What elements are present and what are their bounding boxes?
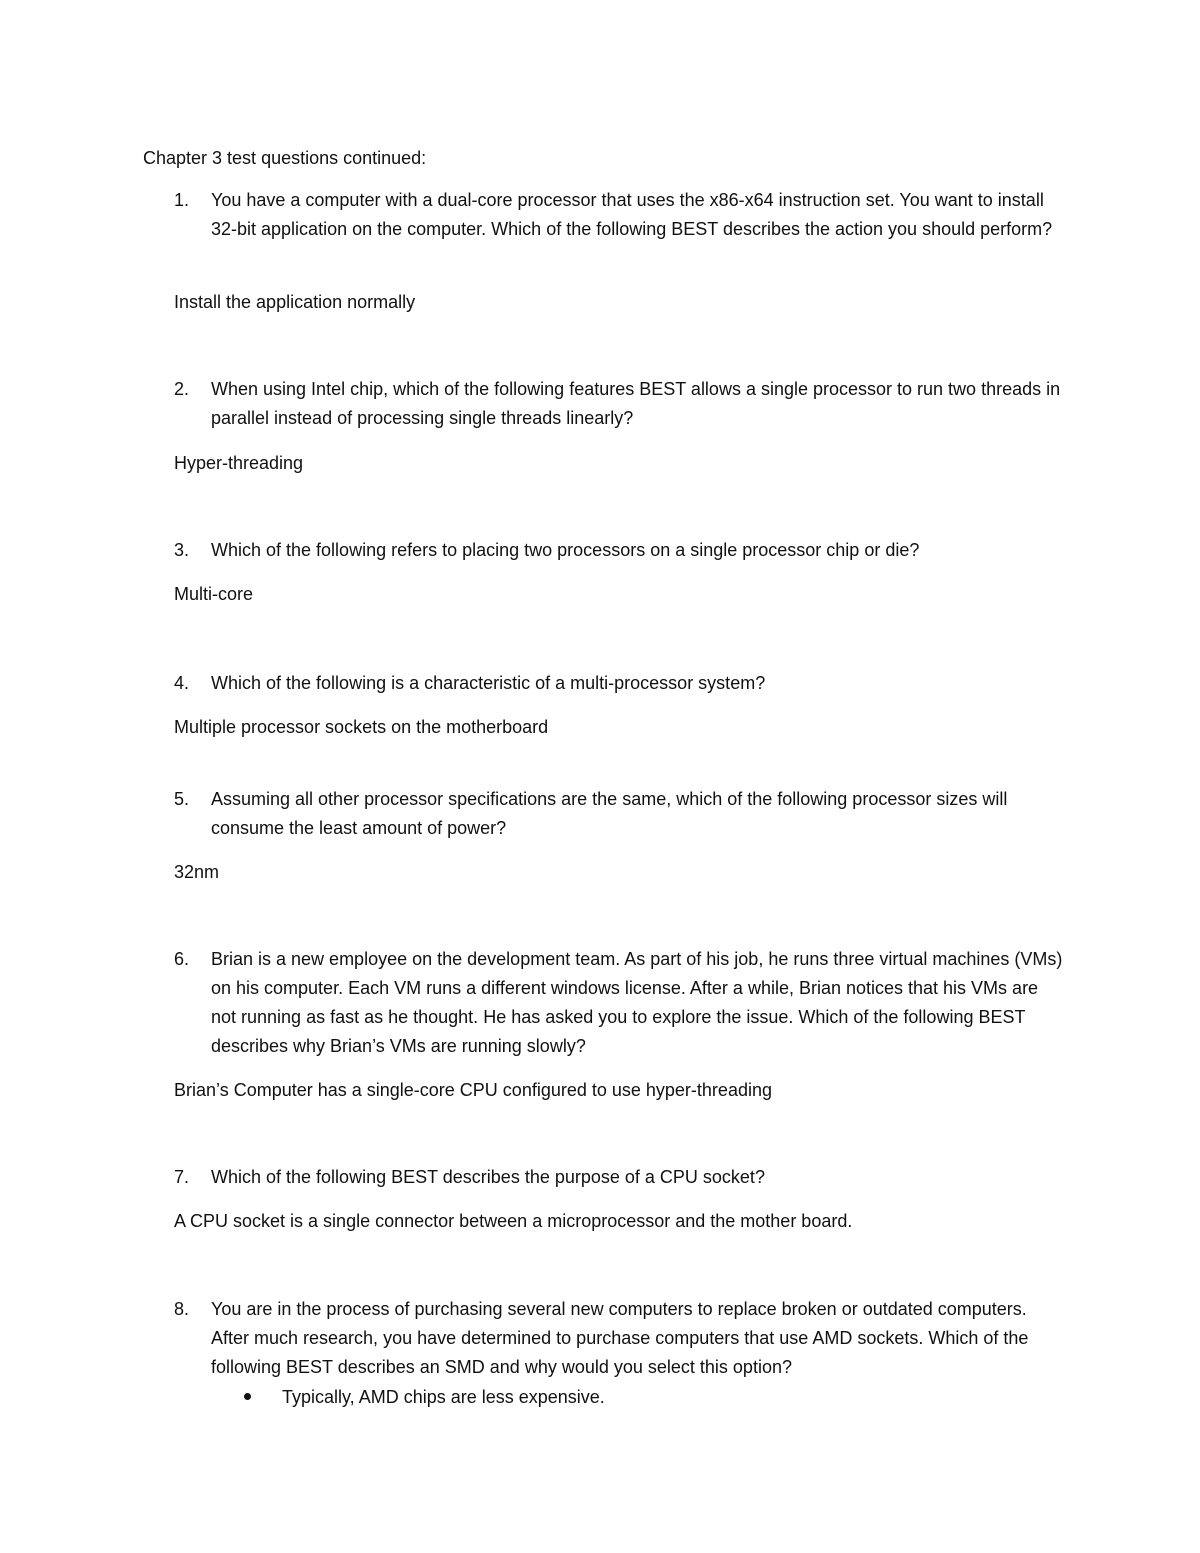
question-2 xyxy=(174,375,1064,433)
document-heading: Chapter 3 test questions continued: xyxy=(143,148,427,168)
question-text: Which of the following refers to placing two processors on a single processor chip or die? xyxy=(211,540,920,560)
answer-4: Multiple processor sockets on the motherboard xyxy=(174,717,549,737)
question-1 xyxy=(174,186,1064,244)
question-text: Brian is a new employee on the development team. As part of his job, he runs three virtual machines (VMs) on his computer. Each VM runs a different windows license. After a while, Brian notices that his VMs are not running as fast as he thought. He has asked you to explore the issue. Which of the following BEST describes why Brian’s VMs are running slowly? xyxy=(211,949,1063,1056)
question-number: 8. xyxy=(174,1299,190,1319)
question-text: Which of the following BEST describes the purpose of a CPU socket? xyxy=(211,1167,765,1187)
question-3 xyxy=(174,536,1064,565)
answer-2: Hyper-threading xyxy=(174,453,304,473)
answer-6: Brian’s Computer has a single-core CPU configured to use hyper-threading xyxy=(174,1080,772,1100)
bullet-text: Typically, AMD chips are less expensive. xyxy=(282,1387,605,1407)
question-number: 4. xyxy=(174,673,190,693)
question-5 xyxy=(174,785,1064,843)
answer-5: 32nm xyxy=(174,862,220,882)
question-number: 7. xyxy=(174,1167,190,1187)
question-7 xyxy=(174,1163,1064,1192)
answer-8-bullet xyxy=(244,1384,605,1410)
question-number: 6. xyxy=(174,949,190,969)
question-8 xyxy=(174,1295,1064,1382)
question-text: You are in the process of purchasing several new computers to replace broken or outdated computers. After much research, you have determined to purchase computers that use AMD sockets. Which of the following BEST describes an SMD and why would you select this option? xyxy=(211,1299,1029,1377)
question-text: Assuming all other processor specifications are the same, which of the following processor sizes will consume the least amount of power? xyxy=(211,789,1008,838)
question-number: 5. xyxy=(174,789,190,809)
answer-3: Multi-core xyxy=(174,584,254,604)
answer-1: Install the application normally xyxy=(174,292,416,312)
bullet-icon xyxy=(244,1393,251,1400)
question-number: 3. xyxy=(174,540,190,560)
question-text: When using Intel chip, which of the following features BEST allows a single processor to run two threads in parallel instead of processing single threads linearly? xyxy=(211,379,1061,428)
question-number: 2. xyxy=(174,379,190,399)
question-text: You have a computer with a dual-core processor that uses the x86-x64 instruction set. You want to install 32-bit application on the computer. Which of the following BEST describes the action you should perform? xyxy=(211,190,1053,239)
answer-7: A CPU socket is a single connector between a microprocessor and the mother board. xyxy=(174,1211,853,1231)
question-number: 1. xyxy=(174,190,190,210)
question-6 xyxy=(174,945,1064,1061)
question-4 xyxy=(174,669,1064,698)
question-text: Which of the following is a characteristic of a multi-processor system? xyxy=(211,673,766,693)
